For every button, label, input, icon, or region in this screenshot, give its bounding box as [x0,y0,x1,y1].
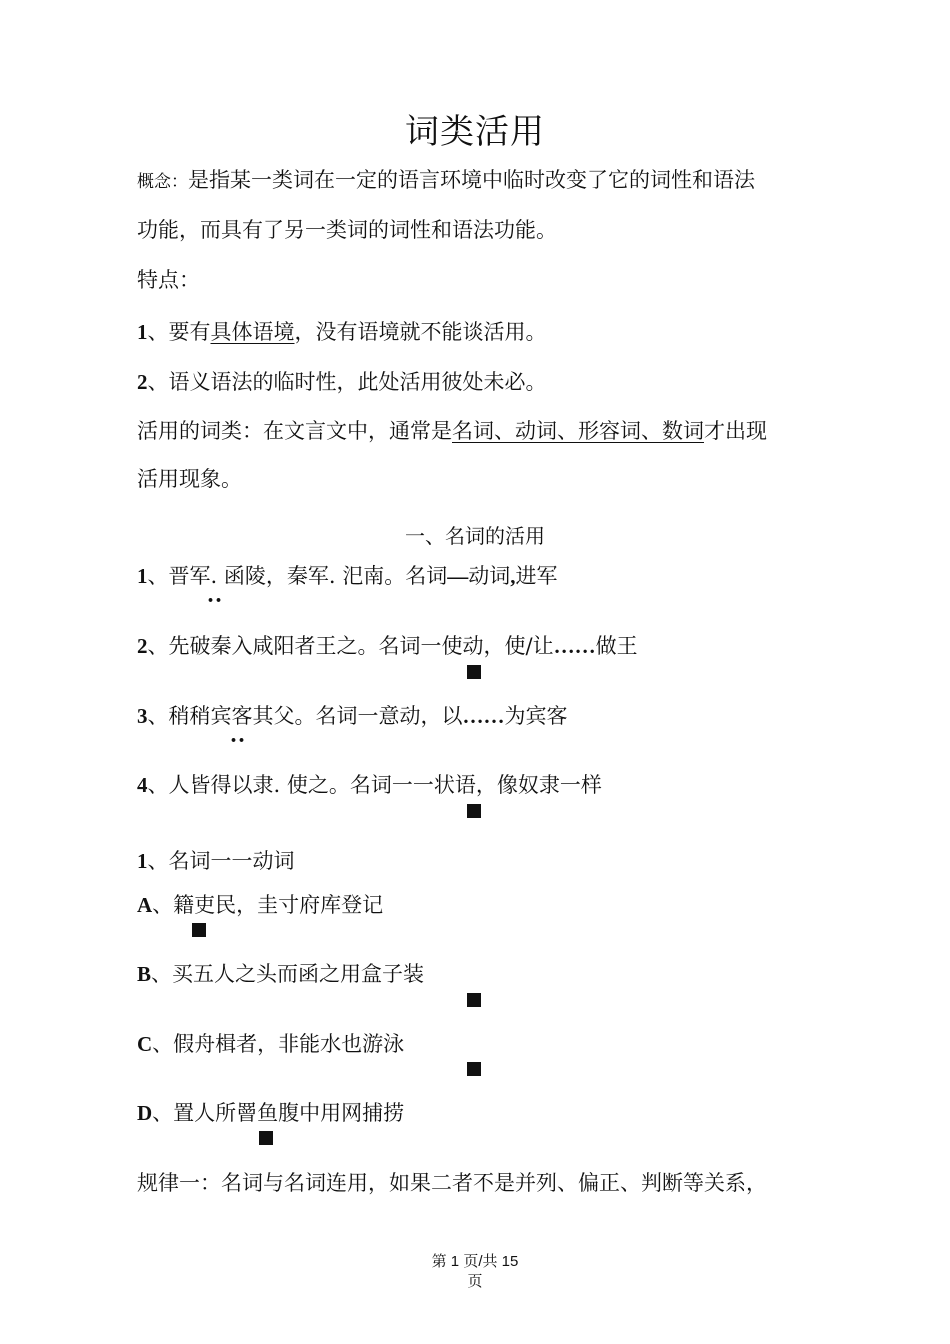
subsection-number: 1 [137,849,148,873]
sub-example-letter: C [137,1032,153,1056]
page-number-line-1: 第 1 页/共 15 [431,1253,519,1270]
word-classes-underlined: 名词、动词、形容词、数词 [452,419,704,443]
sub-example-text: 、置人所罾鱼腹中用网捕捞 [152,1101,405,1125]
word-classes-line-2: 活用现象。 [137,467,242,491]
example-number: 2 [137,634,148,658]
subsection-heading [137,849,295,873]
example-text: 、晋军. 函陵，秦军. 汜南。名词 [147,564,448,588]
concept-text-1: 是指某一类词在一定的语言环境中临时改变了它的词性和语法 [188,168,755,192]
sub-example-letter: D [137,1101,153,1125]
example-dash: — [447,564,469,588]
rule-one: 规律一：名词与名词连用，如果二者不是并列、偏正、判断等关系， [137,1171,767,1195]
feature-number: 1 [137,320,148,344]
emphasis-dots-marker: •• [207,594,224,607]
feature-item-1 [137,320,547,344]
example-text: 进军 [515,564,558,588]
feature-underlined: 具体语境 [210,320,295,344]
section-title: 一、名词的活用 [405,524,545,548]
square-marker-icon [192,923,206,937]
concept-label: 概念： [137,172,188,192]
concept-line-1 [137,168,755,194]
sub-example-b [137,962,424,986]
example-text: 做王 [595,634,638,658]
feature-text: 、要有 [147,320,211,344]
word-classes-text: 才出现 [704,419,767,443]
square-marker-icon [467,993,481,1007]
subsection-text: 、名词一一动词 [147,849,295,873]
example-1 [137,564,557,588]
feature-number: 2 [137,370,148,394]
concept-line-2: 功能，而具有了另一类词的词性和语法功能。 [137,218,557,242]
example-number: 1 [137,564,148,588]
square-marker-icon [259,1131,273,1145]
example-comma: , [510,564,516,588]
square-marker-icon [467,804,481,818]
example-text: 、人皆得以隶. 使之。名词一一状语，像奴隶一样 [147,773,602,797]
square-marker-icon [467,665,481,679]
page-title: 词类活用 [405,112,545,152]
example-number: 4 [137,773,148,797]
example-text: 为宾客 [504,704,568,728]
feature-text: 、语义语法的临时性，此处活用彼处未必。 [147,370,547,394]
sub-example-c [137,1032,404,1056]
sub-example-d [137,1101,404,1125]
page-footer [0,1252,950,1292]
word-classes-line-1 [137,419,767,443]
example-2 [137,634,638,658]
emphasis-dots-marker: •• [230,734,247,747]
sub-example-text: 、买五人之头而函之用盒子装 [151,962,425,986]
sub-example-a [137,893,383,917]
sub-example-letter: B [137,962,152,986]
example-ellipsis: …… [462,704,505,728]
square-marker-icon [467,1062,481,1076]
feature-text: ，没有语境就不能谈活用。 [294,320,547,344]
sub-example-text: 、籍吏民，圭寸府库登记 [152,893,384,917]
example-ellipsis: …… [553,634,596,658]
example-number: 3 [137,704,148,728]
page-number-line-2: 页 [467,1273,483,1290]
example-4 [137,773,602,797]
example-text: 动词 [468,564,511,588]
sub-example-text: 、假舟楫者，非能水也游泳 [152,1032,405,1056]
feature-item-2 [137,370,547,394]
word-classes-text: 活用的词类：在文言文中，通常是 [137,419,452,443]
example-text: 、先破秦入咸阳者王之。名词一使动，使/让 [147,634,554,658]
example-text: 、稍稍宾客其父。名词一意动，以 [147,704,463,728]
example-3 [137,704,568,728]
features-heading: 特点： [137,268,200,292]
sub-example-letter: A [137,893,153,917]
